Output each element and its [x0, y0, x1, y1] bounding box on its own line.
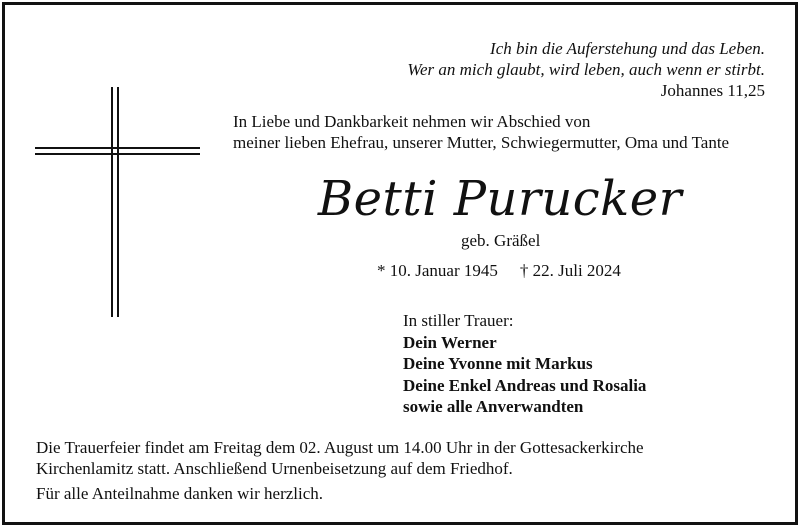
obituary-notice — [2, 2, 798, 525]
birth-name: geb. Gräßel — [461, 231, 541, 250]
intro-line-1: In Liebe und Dankbarkeit nehmen wir Abschied von — [233, 112, 591, 131]
verse-line-2: Wer an mich glaubt, wird leben, auch wenn er stirbt. — [407, 60, 765, 79]
bible-verse — [407, 38, 765, 101]
funeral-info — [36, 437, 644, 504]
latin-cross-icon — [35, 87, 205, 322]
mourners-block — [403, 310, 646, 418]
funeral-info-line-1: Die Trauerfeier findet am Freitag dem 02. August um 14.00 Uhr in der Gottesackerkirche — [36, 438, 644, 457]
verse-line-1: Ich bin die Auferstehung und das Leben. — [490, 39, 765, 58]
birth-date: * 10. Januar 1945 — [377, 261, 498, 280]
farewell-intro — [233, 111, 729, 153]
intro-line-2: meiner lieben Ehefrau, unserer Mutter, Schwiegermutter, Oma und Tante — [233, 133, 730, 152]
mourner-name: sowie alle Anverwandten — [403, 397, 584, 416]
funeral-info-line-2: Kirchenlamitz statt. Anschließend Urnenbeisetzung auf dem Friedhof. — [36, 459, 513, 478]
mourners-heading: In stiller Trauer: — [403, 311, 514, 330]
thanks-line: Für alle Anteilnahme danken wir herzlich. — [36, 484, 324, 503]
mourner-name: Deine Yvonne mit Markus — [403, 354, 593, 373]
mourner-name: Dein Werner — [403, 332, 497, 352]
verse-reference: Johannes 11,25 — [660, 81, 765, 100]
death-date: † 22. Juli 2024 — [519, 261, 621, 280]
deceased-name: Betti Purucker — [317, 171, 683, 227]
life-dates — [377, 261, 621, 281]
mourner-name: Deine Enkel Andreas und Rosalia — [403, 375, 647, 395]
